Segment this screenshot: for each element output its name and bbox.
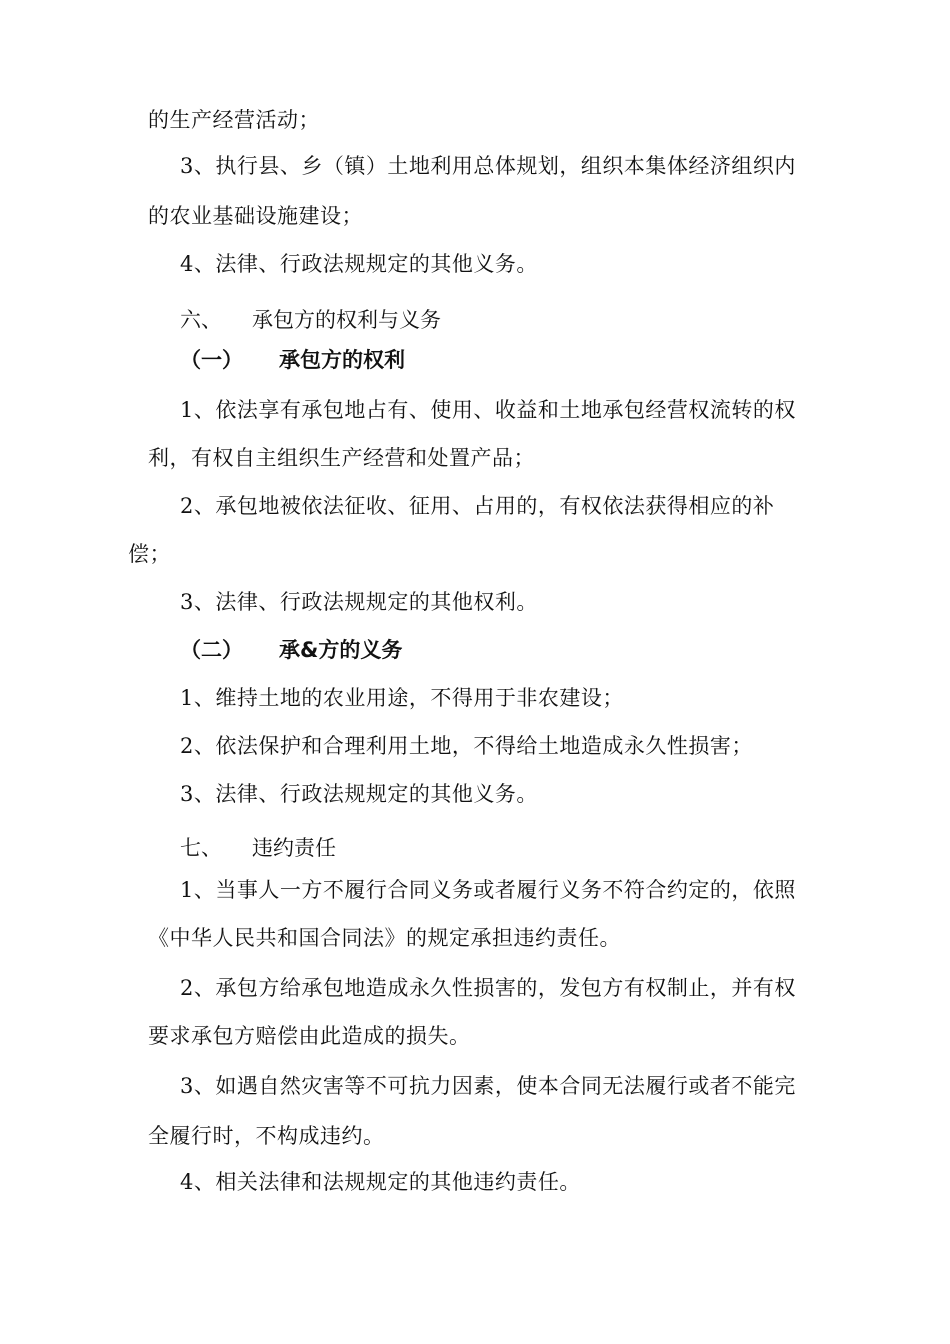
duties-item-3: 3、法律、行政法规规定的其他义务。 [180, 782, 538, 806]
paragraph-item-3-line-1: 3、执行县、乡（镇）土地利用总体规划，组织本集体经济组织内 [180, 154, 796, 178]
rights-item-2-line-1: 2、承包地被依法征收、征用、占用的，有权依法获得相应的补 [180, 494, 775, 518]
paragraph-item-4: 4、法律、行政法规规定的其他义务。 [180, 252, 538, 276]
section-heading-7 [180, 834, 336, 862]
liability-item-4: 4、相关法律和法规规定的其他违约责任。 [180, 1170, 581, 1194]
section-heading-6 [180, 306, 441, 334]
sub-heading-title: 承&方的义务 [279, 638, 403, 662]
duties-item-2: 2、依法保护和合理利用土地，不得给土地造成永久性损害； [180, 734, 753, 758]
sub-heading-duties [180, 636, 402, 664]
section-title: 违约责任 [252, 836, 336, 860]
liability-item-1-line-1: 1、当事人一方不履行合同义务或者履行义务不符合约定的，依照 [180, 878, 796, 902]
rights-item-3: 3、法律、行政法规规定的其他权利。 [180, 590, 538, 614]
rights-item-2-line-2: 偿； [128, 542, 171, 566]
sub-heading-title: 承包方的权利 [279, 348, 405, 372]
duties-item-1: 1、维持土地的农业用途，不得用于非农建设； [180, 686, 624, 710]
liability-item-2-line-2: 要求承包方赔偿由此造成的损失。 [148, 1024, 471, 1048]
paragraph-item-3-line-2: 的农业基础设施建设； [148, 204, 363, 228]
rights-item-1-line-1: 1、依法享有承包地占有、使用、收益和土地承包经营权流转的权 [180, 398, 796, 422]
liability-item-1-line-2: 《中华人民共和国合同法》的规定承担违约责任。 [148, 926, 621, 950]
liability-item-2-line-1: 2、承包方给承包地造成永久性损害的，发包方有权制止，并有权 [180, 976, 796, 1000]
section-number: 六、 [180, 308, 222, 332]
rights-item-1-line-2: 利，有权自主组织生产经营和处置产品； [148, 446, 535, 470]
liability-item-3-line-1: 3、如遇自然灾害等不可抗力因素，使本合同无法履行或者不能完 [180, 1074, 796, 1098]
paragraph-continuation: 的生产经营活动； [148, 108, 320, 132]
section-number: 七、 [180, 836, 222, 860]
sub-heading-number: （二） [180, 638, 243, 662]
liability-item-3-line-2: 全履行时，不构成违约。 [148, 1124, 385, 1148]
section-title: 承包方的权利与义务 [252, 308, 441, 332]
sub-heading-number: （一） [180, 348, 243, 372]
sub-heading-rights [180, 346, 405, 374]
